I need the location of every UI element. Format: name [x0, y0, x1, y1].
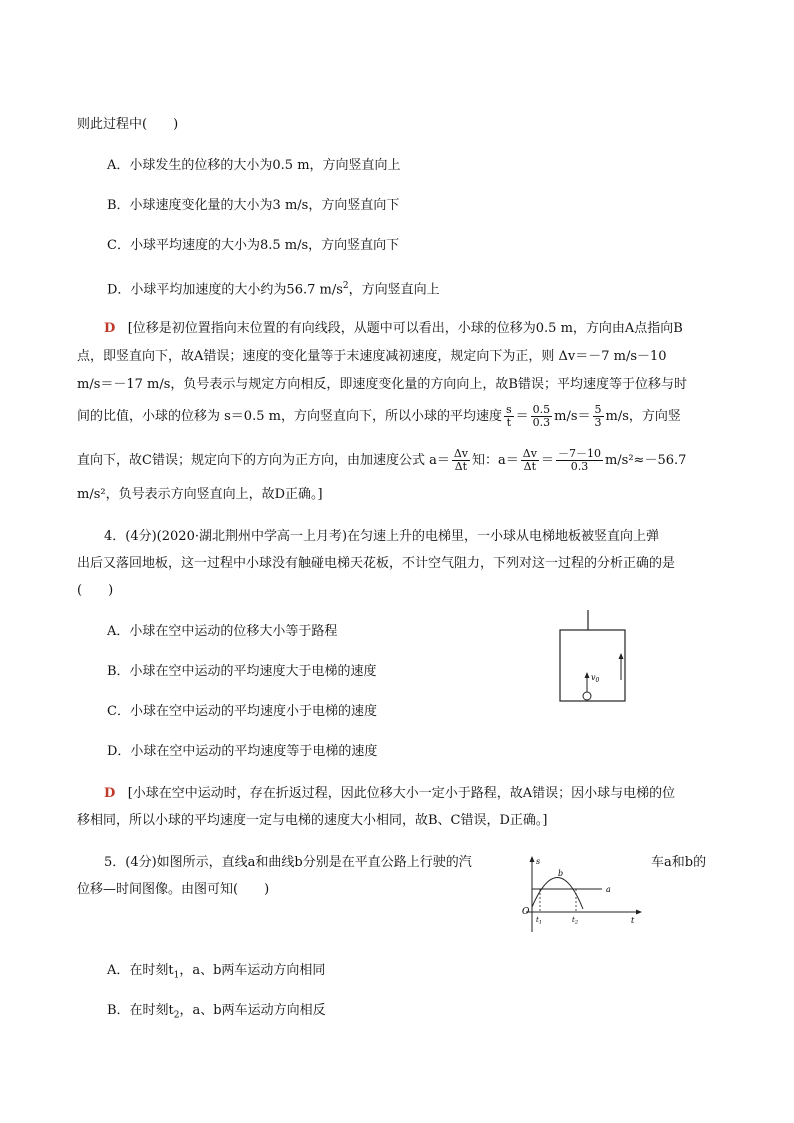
line-a-label: a — [606, 885, 611, 894]
q3-option-d: D．小球平均加速度的大小约为56.7 $m/s^2$，方向竖直向上 — [107, 281, 440, 298]
elevator-figure — [550, 610, 640, 705]
q3-explanation-line-5: 直向下，故C错误；规定向下的方向为正方向，由加速度公式 a＝ $\frac{\Delta v}{\Delta t}$ 知：a＝ $\frac{\Delta v}{\Delta t}$ ＝ $\frac{-7-10}{0.3}$ m/s²≈－56.7 — [77, 447, 687, 473]
q4-answer: D — [104, 786, 116, 801]
t1-label: $t_1$ — [536, 916, 543, 926]
q3-explanation-line-1: D [位移是初位置指向末位置的有向线段，从题中可以看出，小球的位移为0.5 m，方向由A点指向B — [104, 321, 683, 336]
q5-stem-line-2: 位移—时间图像。由图可知( ) — [77, 882, 270, 897]
q3-stem-tail: 则此过程中( ) — [77, 117, 179, 132]
q3-option-c: C．小球平均速度的大小为8.5 m/s，方向竖直向下 — [107, 238, 400, 253]
q3-explanation-line-4: 间的比值，小球的位移为 s＝0.5 m，方向竖直向下，所以小球的平均速度 $\frac{s}{t}$ ＝ $\frac{0.5}{0.3}$ m/s＝ $\frac{5}{3}$ m/s，方向竖 — [77, 403, 681, 429]
q4-stem-line-2: 出后又落回地板，这一过程中小球没有触碰电梯天花板，不计空气阻力，下列对这一过程的分析正确的是 — [77, 556, 676, 571]
q5-stem-line-1: 5．(4分)如图所示，直线a和曲线b分别是在平直公路上行驶的汽 — [104, 855, 472, 870]
fraction-dv-over-dt: $\frac{\Delta v}{\Delta t}$ — [453, 447, 469, 473]
q4-option-c: C．小球在空中运动的平均速度小于电梯的速度 — [107, 704, 377, 719]
q4-option-a: A．小球在空中运动的位移大小等于路程 — [107, 624, 338, 639]
fraction-5-over-3: $\frac{5}{3}$ — [594, 403, 602, 429]
q3-option-b: B．小球速度变化量的大小为3 m/s，方向竖直向下 — [107, 198, 400, 213]
q5-option-b: B．在时刻$t_2$，a、b两车运动方向相反 — [107, 1003, 326, 1021]
axis-s-label: s — [536, 857, 541, 866]
fraction-neg17-over-03: $\frac{-7-10}{0.3}$ — [557, 447, 601, 473]
q3-explanation-line-3: m/s＝－17 m/s，负号表示与规定方向相反，即速度变化量的方向向上，故B错误；平均速度等于位移与时 — [77, 377, 687, 392]
ball-icon — [583, 692, 591, 700]
curve-b-label: b — [558, 869, 564, 878]
q4-stem-line-1: 4．(4分)(2020·湖北荆州中学高一上月考)在匀速上升的电梯里，一小球从电梯地板被竖直向上弹 — [104, 529, 660, 544]
origin-label: O — [522, 907, 530, 917]
q4-option-d: D．小球在空中运动的平均速度等于电梯的速度 — [107, 744, 378, 759]
fraction-dv-over-dt-2: $\frac{\Delta v}{\Delta t}$ — [522, 447, 537, 473]
q5-stem-line-1-right: 车a和b的 — [651, 855, 707, 870]
q5-option-a: A．在时刻$t_1$，a、b两车运动方向相同 — [107, 963, 326, 981]
q4-stem-line-3: ( ) — [77, 583, 114, 598]
t2-label: $t_2$ — [572, 916, 579, 926]
position-time-graph — [520, 852, 645, 934]
fraction-05-over-03: $\frac{0.5}{0.3}$ — [532, 403, 551, 429]
q3-explanation-line-2: 点，即竖直向下，故A错误；速度的变化量等于末速度减初速度，规定向下为正，则 Δv＝－7 m/s－10 — [77, 349, 667, 364]
q4-explanation-line-1: D [小球在空中运动时，存在折返过程，因此位移大小一定小于路程，故A错误；因小球与电梯的位 — [104, 786, 676, 801]
up-arrow-icon — [619, 653, 624, 659]
q4-option-b: B．小球在空中运动的平均速度大于电梯的速度 — [107, 664, 377, 679]
q4-explanation-line-2: 移相同，所以小球的平均速度一定与电梯的速度大小相同，故B、C错误，D正确。] — [77, 813, 548, 828]
q3-explanation-line-6: m/s²，负号表示方向竖直向上，故D正确。] — [77, 487, 323, 502]
q3-answer: D — [104, 321, 116, 336]
q3-option-a: A．小球发生的位移的大小为0.5 m，方向竖直向上 — [107, 158, 401, 173]
axis-t-label: t — [631, 916, 635, 925]
velocity-label: $v_0$ — [591, 673, 600, 684]
fraction-s-over-t: $\frac{s}{t}$ — [505, 403, 512, 429]
